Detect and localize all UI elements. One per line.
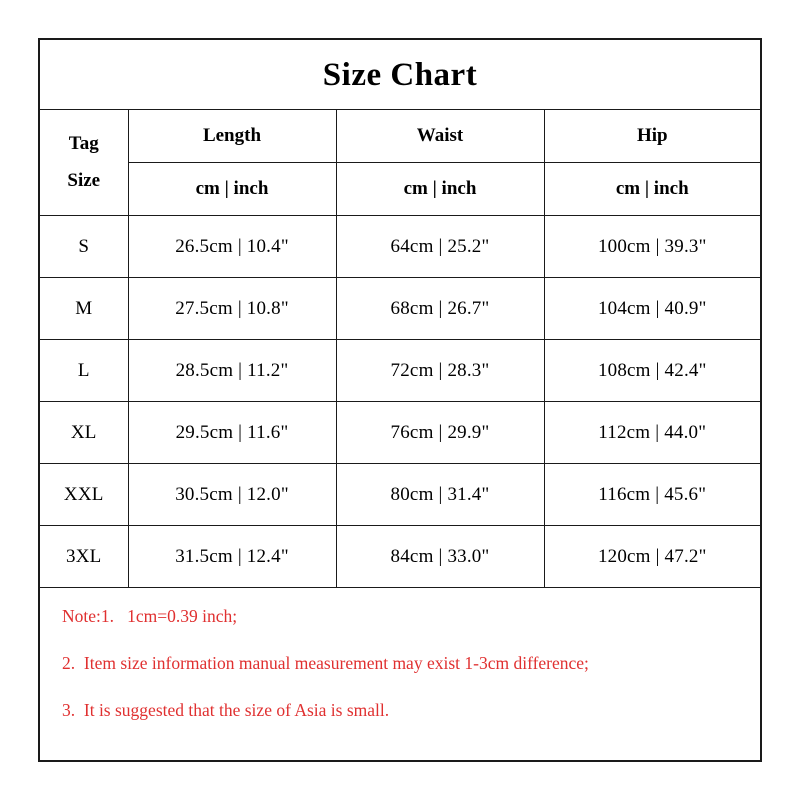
header-tag-line1: Tag	[68, 133, 99, 155]
cell-hip: 108cm | 42.4"	[544, 340, 760, 402]
note-line-2: 2. Item size information manual measurement may exist 1-3cm difference;	[62, 653, 589, 673]
table-row	[40, 340, 760, 402]
cell-waist: 72cm | 28.3"	[336, 340, 544, 402]
cell-tag: XXL	[40, 464, 128, 526]
note-line-1: Note:1. 1cm=0.39 inch;	[62, 606, 238, 626]
size-chart-container	[38, 38, 762, 762]
unit-length: cm | inch	[128, 163, 336, 216]
unit-waist: cm | inch	[336, 163, 544, 216]
cell-tag: 3XL	[40, 526, 128, 588]
cell-length: 30.5cm | 12.0"	[128, 464, 336, 526]
cell-length: 27.5cm | 10.8"	[128, 278, 336, 340]
cell-length: 31.5cm | 12.4"	[128, 526, 336, 588]
header-hip: Hip	[544, 110, 760, 163]
table-row	[40, 216, 760, 278]
cell-tag: XL	[40, 402, 128, 464]
size-table	[40, 109, 760, 588]
cell-hip: 112cm | 44.0"	[544, 402, 760, 464]
cell-waist: 84cm | 33.0"	[336, 526, 544, 588]
cell-waist: 64cm | 25.2"	[336, 216, 544, 278]
cell-hip: 100cm | 39.3"	[544, 216, 760, 278]
cell-hip: 120cm | 47.2"	[544, 526, 760, 588]
cell-hip: 104cm | 40.9"	[544, 278, 760, 340]
table-row	[40, 402, 760, 464]
cell-length: 29.5cm | 11.6"	[128, 402, 336, 464]
unit-hip: cm | inch	[544, 163, 760, 216]
notes-section	[40, 588, 760, 721]
table-row	[40, 464, 760, 526]
table-header-row	[40, 110, 760, 163]
header-tag-size	[40, 110, 128, 216]
cell-length: 28.5cm | 11.2"	[128, 340, 336, 402]
header-length: Length	[128, 110, 336, 163]
table-row	[40, 278, 760, 340]
cell-tag: M	[40, 278, 128, 340]
page-title: Size Chart	[322, 57, 478, 93]
cell-waist: 76cm | 29.9"	[336, 402, 544, 464]
header-tag-line2: Size	[67, 169, 101, 191]
table-unit-row	[40, 163, 760, 216]
cell-hip: 116cm | 45.6"	[544, 464, 760, 526]
cell-length: 26.5cm | 10.4"	[128, 216, 336, 278]
cell-waist: 68cm | 26.7"	[336, 278, 544, 340]
cell-tag: L	[40, 340, 128, 402]
cell-tag: S	[40, 216, 128, 278]
cell-waist: 80cm | 31.4"	[336, 464, 544, 526]
header-waist: Waist	[336, 110, 544, 163]
table-row	[40, 526, 760, 588]
note-line-3: 3. It is suggested that the size of Asia is small.	[62, 700, 390, 720]
